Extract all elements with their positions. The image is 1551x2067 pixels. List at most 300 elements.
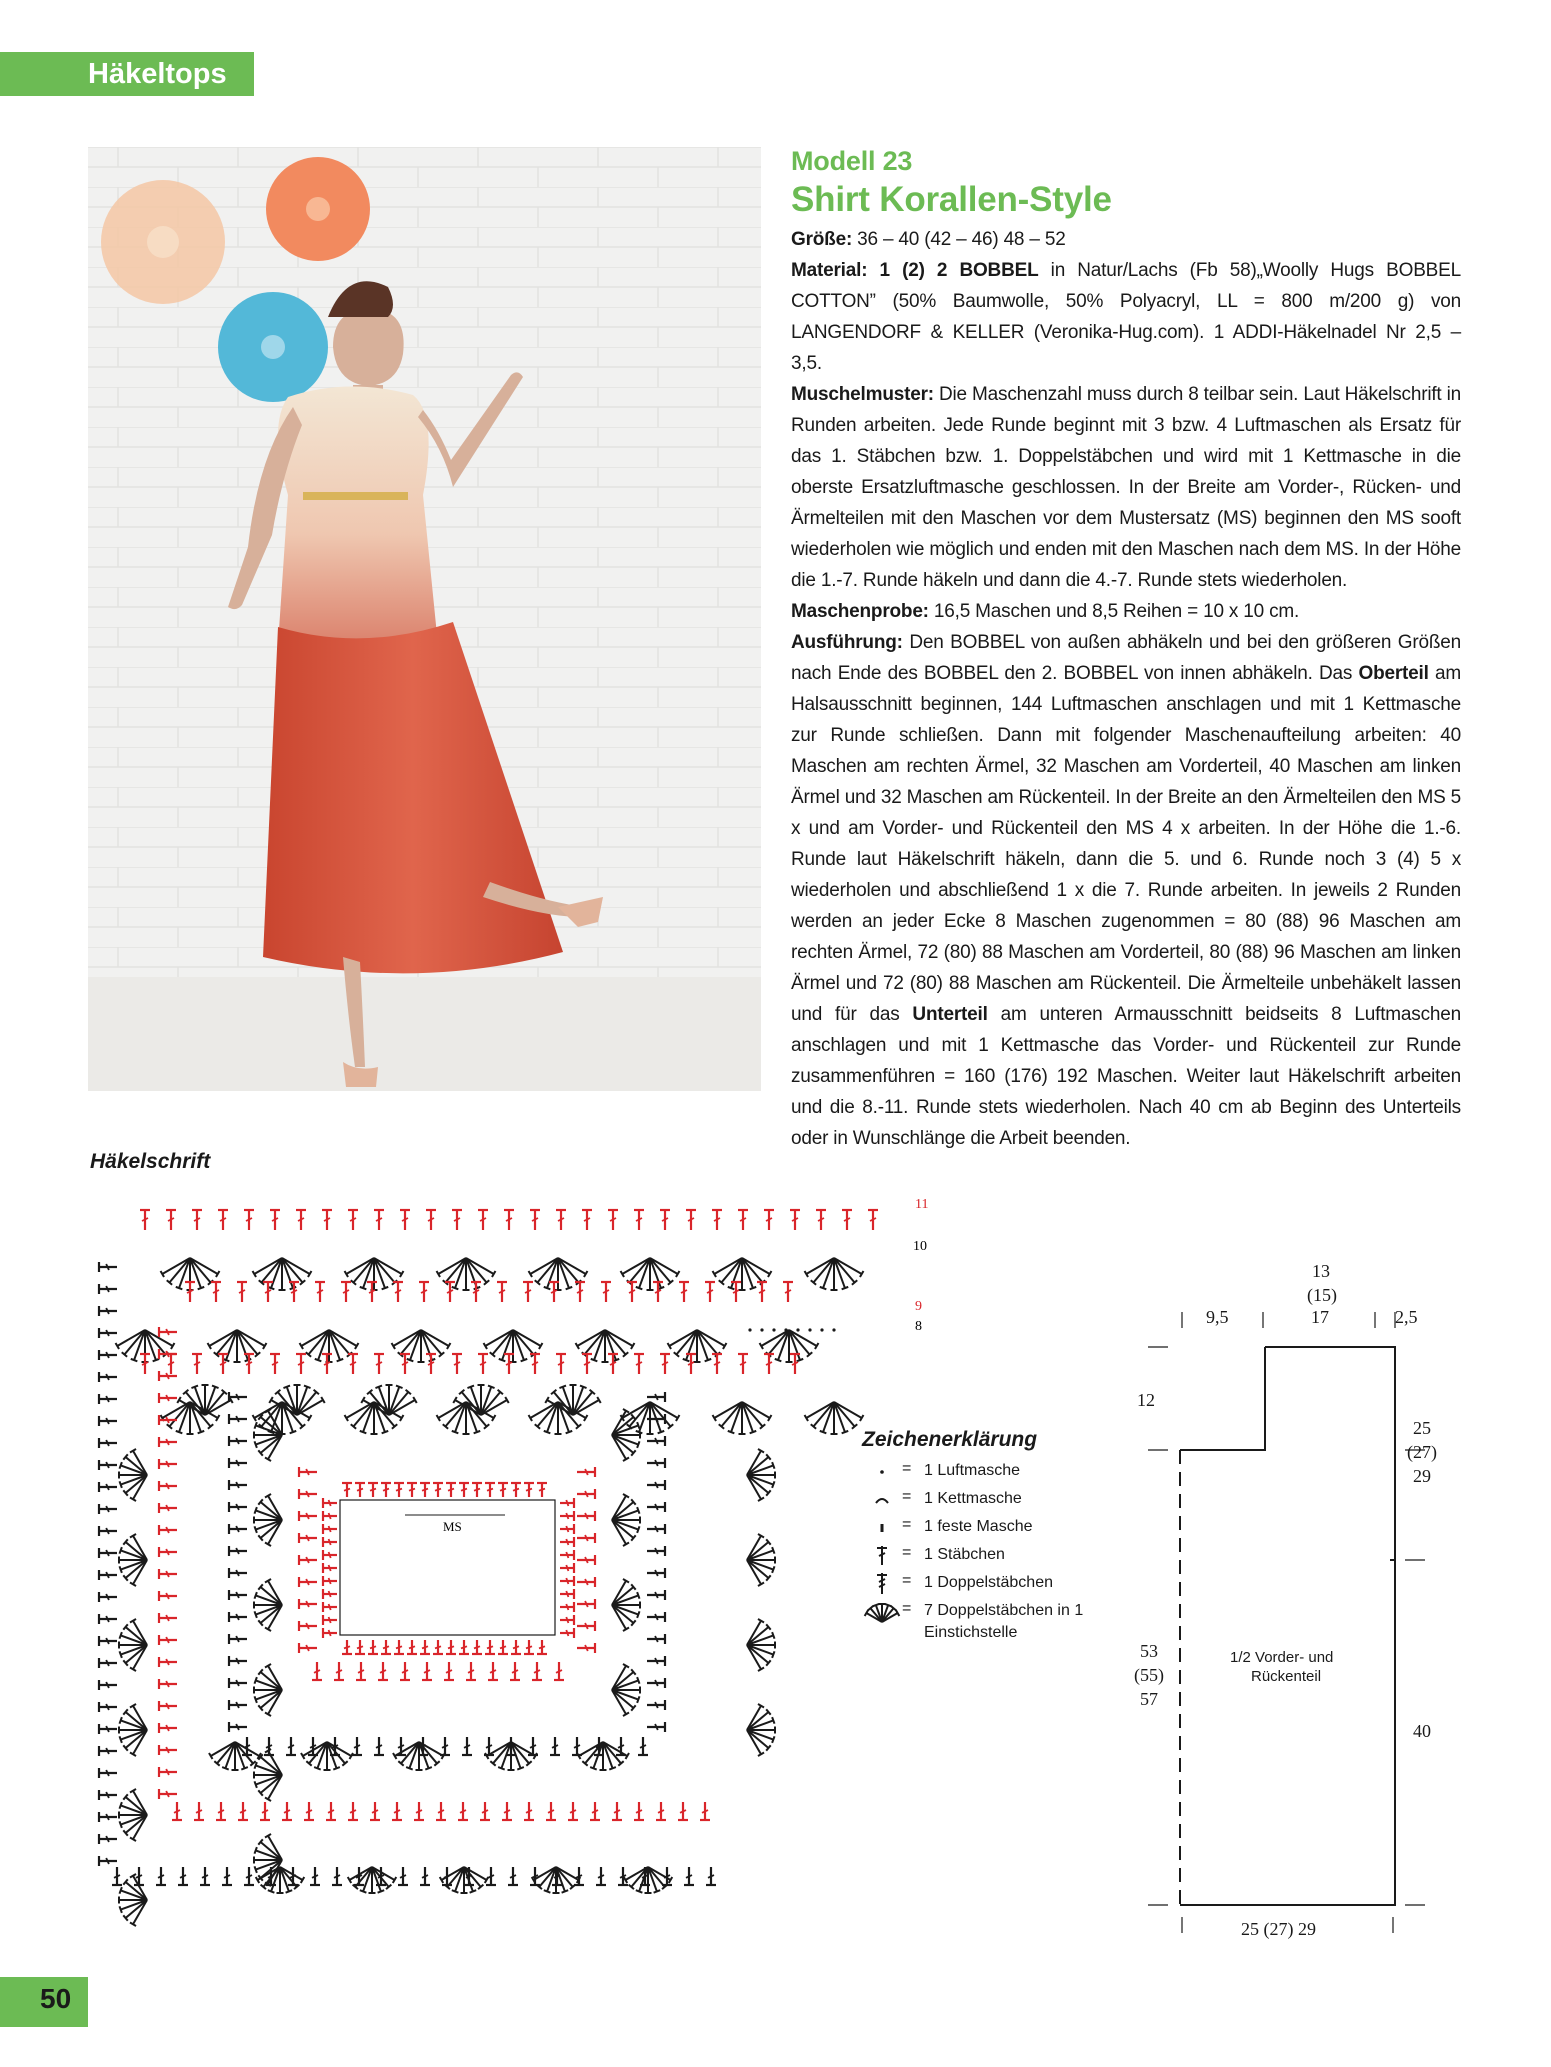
- dim-right-40: 40: [1413, 1721, 1431, 1741]
- stitch: [229, 1458, 247, 1468]
- instructions-paragraph: [791, 627, 1461, 1154]
- stitch: [159, 1657, 177, 1667]
- stitch: [159, 1679, 177, 1689]
- stitch: [647, 1722, 665, 1732]
- stitch: [550, 1737, 560, 1755]
- stitch: [381, 1640, 391, 1654]
- stitch: [608, 1354, 618, 1374]
- stitch: [194, 1802, 204, 1820]
- fan-stitch: [300, 1330, 359, 1362]
- stitch: [577, 1489, 595, 1499]
- stitch: [572, 1737, 582, 1755]
- fan-stitch: [484, 1330, 543, 1362]
- stitch: [684, 1867, 694, 1885]
- stitch: [705, 1282, 715, 1302]
- stitch: [299, 1621, 317, 1631]
- stitch: [486, 1867, 496, 1885]
- stitch: [323, 1550, 337, 1560]
- stitch: [159, 1525, 177, 1535]
- gauge-label: Maschenprobe:: [791, 601, 929, 622]
- row-label-9: 9: [915, 1299, 922, 1314]
- stitch: [312, 1662, 322, 1680]
- fan-stitch: [624, 1867, 673, 1893]
- model-title: Shirt Korallen-Style: [791, 180, 1112, 219]
- stitch: [99, 1438, 117, 1448]
- stitch: [378, 1662, 388, 1680]
- stitch: [216, 1802, 226, 1820]
- stitch: [374, 1354, 384, 1374]
- stitch: [229, 1524, 247, 1534]
- stitch: [229, 1502, 247, 1512]
- stitch: [440, 1737, 450, 1755]
- stitch: [211, 1282, 221, 1302]
- dim-top-15: (15): [1307, 1285, 1337, 1305]
- stitch: [99, 1790, 117, 1800]
- stitch: [99, 1482, 117, 1492]
- stitch: [322, 1354, 332, 1374]
- stitch: [159, 1635, 177, 1645]
- stitch: [99, 1614, 117, 1624]
- stitch: [99, 1812, 117, 1822]
- stitch: [634, 1354, 644, 1374]
- stitch: [99, 1416, 117, 1426]
- stitch: [560, 1602, 574, 1612]
- stitch: [426, 1354, 436, 1374]
- stitch: [352, 1737, 362, 1755]
- chain-dot: [784, 1328, 787, 1331]
- stitch: [647, 1436, 665, 1446]
- material-paragraph: [791, 255, 1461, 379]
- stitch: [420, 1640, 430, 1654]
- fan-stitch: [612, 1494, 640, 1546]
- stitch: [627, 1282, 637, 1302]
- stitch: [229, 1612, 247, 1622]
- stitch: [446, 1483, 456, 1497]
- fan-stitch: [177, 1385, 232, 1415]
- stitch: [577, 1643, 595, 1653]
- stitch: [656, 1802, 666, 1820]
- unterteil-label: Unterteil: [912, 1004, 988, 1025]
- schema-label-b: Rückenteil: [1251, 1668, 1322, 1685]
- stitch: [229, 1656, 247, 1666]
- stitch: [159, 1569, 177, 1579]
- fan-stitch: [713, 1402, 772, 1434]
- stitch: [596, 1867, 606, 1885]
- stitch: [524, 1640, 534, 1654]
- stitch: [159, 1701, 177, 1711]
- stitch: [647, 1524, 665, 1534]
- fan-stitch: [865, 1604, 900, 1622]
- chain-dot: [772, 1328, 775, 1331]
- stitch: [764, 1354, 774, 1374]
- stitch: [289, 1282, 299, 1302]
- stitch: [577, 1621, 595, 1631]
- stitch: [326, 1802, 336, 1820]
- stitch: [185, 1282, 195, 1302]
- stitch: [159, 1371, 177, 1381]
- stitch: [222, 1867, 232, 1885]
- stitch: [99, 1724, 117, 1734]
- stitch: [452, 1210, 462, 1230]
- dim-top-95: 9,5: [1206, 1307, 1229, 1327]
- stitch: [374, 1737, 384, 1755]
- stitch: [323, 1589, 337, 1599]
- stitch: [342, 1640, 352, 1654]
- chain-dot: [820, 1328, 823, 1331]
- pattern-label: Muschelmuster:: [791, 384, 934, 405]
- stitch: [504, 1210, 514, 1230]
- size-paragraph: [791, 224, 1461, 255]
- schema-label-a: 1/2 Vorder- und: [1230, 1649, 1334, 1666]
- stitch: [647, 1700, 665, 1710]
- dim-right-29: 29: [1413, 1466, 1431, 1486]
- stitch: [296, 1210, 306, 1230]
- stitch: [414, 1802, 424, 1820]
- fan-stitch: [532, 1867, 581, 1893]
- size-schematic: [1110, 1255, 1440, 1945]
- stitch: [466, 1662, 476, 1680]
- stitch: [159, 1327, 177, 1337]
- double-crochet-icon: [867, 1544, 897, 1566]
- stitch: [560, 1563, 574, 1573]
- stitch: [348, 1802, 358, 1820]
- stitch: [647, 1678, 665, 1688]
- stitch: [452, 1354, 462, 1374]
- legend-eq: =: [902, 1600, 912, 1617]
- stitch: [159, 1481, 177, 1491]
- instructions-b: am Halsausschnitt beginnen, 144 Luftmaschen anschlagen und mit 1 Kettmasche zur Runde schließen. Dann mit folgender Maschenaufteilung arbeiten: 40 Maschen am rechten Ärmel, 32 Maschen am Vorderteil, 40 Maschen am linken Ärmel und 32 Maschen am Rückenteil. In der Breite an den Ärmelteilen den MS 5 x und am Vorder- und Rückenteil den MS 4 x arbeiten. In der Höhe die 1.-6. Runde laut Häkelschrift häkeln, dann die 5. und 6. Runde noch 3 (4) 5 x wiederholen und abschließend 1 x die 7. Runde arbeiten. In jeweils 2 Runden werden an jeder Ecke 8 Maschen zugenommen = 80 (88) 96 Maschen am rechten Ärmel, 72 (80) 88 Maschen am Vorderteil, 80 (88) 96 Maschen am linken Ärmel und 72 (80) 88 Maschen am Rückenteil. Die Ärmelteile unbehäkelt lassen und für das: [791, 663, 1462, 1025]
- stitch: [310, 1867, 320, 1885]
- stitch: [556, 1210, 566, 1230]
- legend-item: [862, 1544, 1092, 1572]
- stitch: [172, 1802, 182, 1820]
- fan-stitch: [119, 1874, 147, 1926]
- fan-stitch: [253, 1258, 312, 1290]
- stitch: [159, 1745, 177, 1755]
- stitch: [400, 1662, 410, 1680]
- stitch: [323, 1537, 337, 1547]
- stitch: [99, 1856, 117, 1866]
- stitch: [99, 1526, 117, 1536]
- fan-stitch: [805, 1402, 864, 1434]
- stitch: [159, 1767, 177, 1777]
- stitch: [356, 1662, 366, 1680]
- stitch: [511, 1483, 521, 1497]
- stitch: [647, 1656, 665, 1666]
- pattern-text: [791, 144, 1461, 1154]
- stitch: [348, 1210, 358, 1230]
- stitch: [738, 1210, 748, 1230]
- fan-stitch: [208, 1330, 267, 1362]
- stitch: [523, 1282, 533, 1302]
- stitch: [99, 1306, 117, 1316]
- fan-stitch: [269, 1385, 324, 1415]
- stitch: [178, 1867, 188, 1885]
- stitch: [159, 1547, 177, 1557]
- stitch: [446, 1640, 456, 1654]
- stitch: [485, 1483, 495, 1497]
- stitch: [140, 1354, 150, 1374]
- stitch: [260, 1802, 270, 1820]
- fan-stitch: [348, 1867, 397, 1893]
- stitch: [286, 1737, 296, 1755]
- stitch: [647, 1612, 665, 1622]
- pattern-value: Die Maschenzahl muss durch 8 teilbar sein. Laut Häkelschrift in Runden arbeiten. Jede Runde beginnt mit 3 bzw. 4 Luftmaschen als Ersatz für das 1. Stäbchen bzw. 1. Doppelstäbchen und wird mit 1 Kettmasche in die oberste Ersatzluftmasche geschlossen. In der Breite am Vorder-, Rücken- und Ärmelteilen mit den Maschen vor dem Mustersatz (MS) beginnen den MS sooft wiederholen wie möglich und enden mit den Maschen nach dem MS. In der Höhe die 1.-7. Runde häkeln und dann die 4.-7. Runde stets wiederholen.: [791, 384, 1461, 591]
- stitch: [560, 1615, 574, 1625]
- stitch: [159, 1437, 177, 1447]
- stitch: [99, 1372, 117, 1382]
- stitch: [299, 1599, 317, 1609]
- fan-stitch: [254, 1579, 282, 1631]
- stitch: [134, 1867, 144, 1885]
- stitch: [229, 1546, 247, 1556]
- stitch: [244, 1210, 254, 1230]
- instructions-a: Den BOBBEL von außen abhäkeln und bei den größeren Größen nach Ende des BOBBEL den 2. BOBBEL von innen abhäkeln. Das: [791, 632, 1461, 684]
- model-number: Modell 23: [791, 146, 913, 176]
- stitch: [394, 1640, 404, 1654]
- stitch: [400, 1354, 410, 1374]
- legend-title: Zeichenerklärung: [862, 1428, 1038, 1451]
- stitch: [560, 1550, 574, 1560]
- stitch: [647, 1480, 665, 1490]
- stitch: [497, 1282, 507, 1302]
- stitch: [299, 1511, 317, 1521]
- fan-stitch: [345, 1258, 404, 1290]
- stitch: [478, 1210, 488, 1230]
- stitch: [299, 1489, 317, 1499]
- legend-item: [862, 1516, 1092, 1544]
- stitch: [99, 1504, 117, 1514]
- stitch: [537, 1640, 547, 1654]
- stitch: [601, 1282, 611, 1302]
- legend-text: 7 Doppelstäbchen in 1 Einstichstelle: [924, 1602, 1084, 1641]
- stitch: [647, 1590, 665, 1600]
- stitch: [660, 1210, 670, 1230]
- fan-stitch: [805, 1258, 864, 1290]
- fan-stitch: [747, 1619, 775, 1671]
- dim-left-12: 12: [1137, 1390, 1155, 1410]
- stitch: [342, 1483, 352, 1497]
- stitch: [472, 1640, 482, 1654]
- chain-dot: [796, 1328, 799, 1331]
- stitch: [560, 1576, 574, 1586]
- stitch: [368, 1640, 378, 1654]
- stitch: [322, 1210, 332, 1230]
- fan-stitch: [119, 1789, 147, 1841]
- stitch: [99, 1284, 117, 1294]
- section-tab: [0, 52, 254, 96]
- stitch: [426, 1210, 436, 1230]
- stitch: [166, 1354, 176, 1374]
- stitch: [653, 1282, 663, 1302]
- stitch: [445, 1282, 455, 1302]
- stitch: [99, 1350, 117, 1360]
- stitch: [99, 1834, 117, 1844]
- slip-stitch-icon: [867, 1488, 897, 1510]
- chain-dot: [748, 1328, 751, 1331]
- stitch: [554, 1662, 564, 1680]
- stitch: [323, 1602, 337, 1612]
- stitch: [422, 1662, 432, 1680]
- stitch: [99, 1746, 117, 1756]
- stitch: [577, 1599, 595, 1609]
- stitch: [374, 1210, 384, 1230]
- stitch: [444, 1662, 454, 1680]
- size-value: 36 – 40 (42 – 46) 48 – 52: [852, 229, 1066, 250]
- stitch: [686, 1210, 696, 1230]
- single-crochet-icon: [867, 1516, 897, 1538]
- stitch: [99, 1460, 117, 1470]
- stitch: [420, 1867, 430, 1885]
- legend-item: [862, 1488, 1092, 1516]
- fan-stitch: [119, 1534, 147, 1586]
- stitch: [524, 1483, 534, 1497]
- stitch: [783, 1282, 793, 1302]
- chart-label: Häkelschrift: [90, 1150, 211, 1173]
- stitch: [582, 1354, 592, 1374]
- stitch: [99, 1262, 117, 1272]
- stitch: [436, 1802, 446, 1820]
- stitch: [790, 1210, 800, 1230]
- legend: [862, 1428, 1092, 1650]
- dim-left-53: 53: [1140, 1641, 1158, 1661]
- stitch: [647, 1546, 665, 1556]
- fan-stitch: [119, 1704, 147, 1756]
- stitch: [660, 1354, 670, 1374]
- stitch: [433, 1640, 443, 1654]
- stitch: [508, 1867, 518, 1885]
- legend-eq: =: [902, 1572, 912, 1589]
- page-number-box: [0, 1977, 88, 2027]
- stitch: [370, 1802, 380, 1820]
- fan-stitch: [612, 1664, 640, 1716]
- stitch: [419, 1282, 429, 1302]
- fan-stitch: [209, 1742, 261, 1770]
- dim-top-17: 17: [1311, 1307, 1329, 1327]
- stitch: [700, 1802, 710, 1820]
- stitch: [498, 1483, 508, 1497]
- stitch: [712, 1210, 722, 1230]
- stitch: [842, 1210, 852, 1230]
- stitch: [99, 1636, 117, 1646]
- stitch: [304, 1802, 314, 1820]
- stitch: [323, 1628, 337, 1638]
- stitch: [299, 1555, 317, 1565]
- stitch: [238, 1802, 248, 1820]
- stitch: [574, 1867, 584, 1885]
- legend-eq: =: [902, 1460, 912, 1477]
- stitch: [398, 1867, 408, 1885]
- stitch: [156, 1867, 166, 1885]
- stitch: [159, 1591, 177, 1601]
- stitch: [590, 1802, 600, 1820]
- fan-stitch: [529, 1258, 588, 1290]
- stitch: [244, 1354, 254, 1374]
- stitch: [229, 1678, 247, 1688]
- stitch: [323, 1576, 337, 1586]
- stitch: [192, 1210, 202, 1230]
- stitch: [560, 1628, 574, 1638]
- stitch: [229, 1634, 247, 1644]
- stitch: [459, 1640, 469, 1654]
- dim-left-55: (55): [1134, 1665, 1164, 1685]
- stitch: [546, 1802, 556, 1820]
- stitch: [678, 1802, 688, 1820]
- stitch: [510, 1662, 520, 1680]
- stitch: [99, 1658, 117, 1668]
- stitch: [323, 1511, 337, 1521]
- stitch: [299, 1467, 317, 1477]
- stitch: [458, 1802, 468, 1820]
- legend-item: [862, 1572, 1092, 1600]
- dim-left-57: 57: [1140, 1689, 1158, 1709]
- stitch: [368, 1483, 378, 1497]
- row-label-8: 8: [915, 1319, 922, 1334]
- pattern-paragraph: [791, 379, 1461, 596]
- page-number: 50: [40, 1983, 72, 2014]
- stitch: [577, 1577, 595, 1587]
- stitch: [229, 1436, 247, 1446]
- stitch: [478, 1354, 488, 1374]
- gauge-paragraph: [791, 596, 1461, 627]
- stitch: [334, 1662, 344, 1680]
- material-label: Material: 1 (2) 2 BOBBEL: [791, 260, 1039, 281]
- stitch: [229, 1414, 247, 1424]
- stitch: [159, 1613, 177, 1623]
- stitch: [524, 1802, 534, 1820]
- stitch: [270, 1354, 280, 1374]
- stitch: [229, 1722, 247, 1732]
- legend-text: 1 Doppelstäbchen: [924, 1574, 1053, 1591]
- stitch: [282, 1802, 292, 1820]
- stitch: [393, 1282, 403, 1302]
- dim-right-27: (27): [1407, 1442, 1437, 1462]
- dim-top-25: 2,5: [1395, 1307, 1418, 1327]
- stitch: [532, 1662, 542, 1680]
- stitch: [159, 1503, 177, 1513]
- stitch: [381, 1483, 391, 1497]
- stitch: [560, 1589, 574, 1599]
- instructions-label: Ausführung:: [791, 632, 903, 653]
- stitch: [341, 1282, 351, 1302]
- stitch: [99, 1394, 117, 1404]
- dim-top-13: 13: [1312, 1261, 1330, 1281]
- fan-stitch: [254, 1494, 282, 1546]
- stitch: [560, 1498, 574, 1508]
- fan-stitch: [254, 1834, 282, 1886]
- stitch: [140, 1210, 150, 1230]
- stitch: [679, 1282, 689, 1302]
- stitch: [323, 1524, 337, 1534]
- stitch: [332, 1867, 342, 1885]
- stitch: [577, 1467, 595, 1477]
- section-tab-label: Häkeltops: [88, 58, 227, 90]
- stitch: [638, 1737, 648, 1755]
- stitch: [99, 1328, 117, 1338]
- legend-text: 1 Stäbchen: [924, 1546, 1005, 1563]
- stitch: [394, 1483, 404, 1497]
- stitch: [568, 1802, 578, 1820]
- stitch: [99, 1768, 117, 1778]
- fan-stitch: [747, 1449, 775, 1501]
- oberteil-label: Oberteil: [1358, 663, 1429, 684]
- stitch: [459, 1483, 469, 1497]
- stitch: [99, 1592, 117, 1602]
- stitch: [764, 1210, 774, 1230]
- stitch: [323, 1498, 337, 1508]
- stitch: [99, 1702, 117, 1712]
- stitch: [502, 1802, 512, 1820]
